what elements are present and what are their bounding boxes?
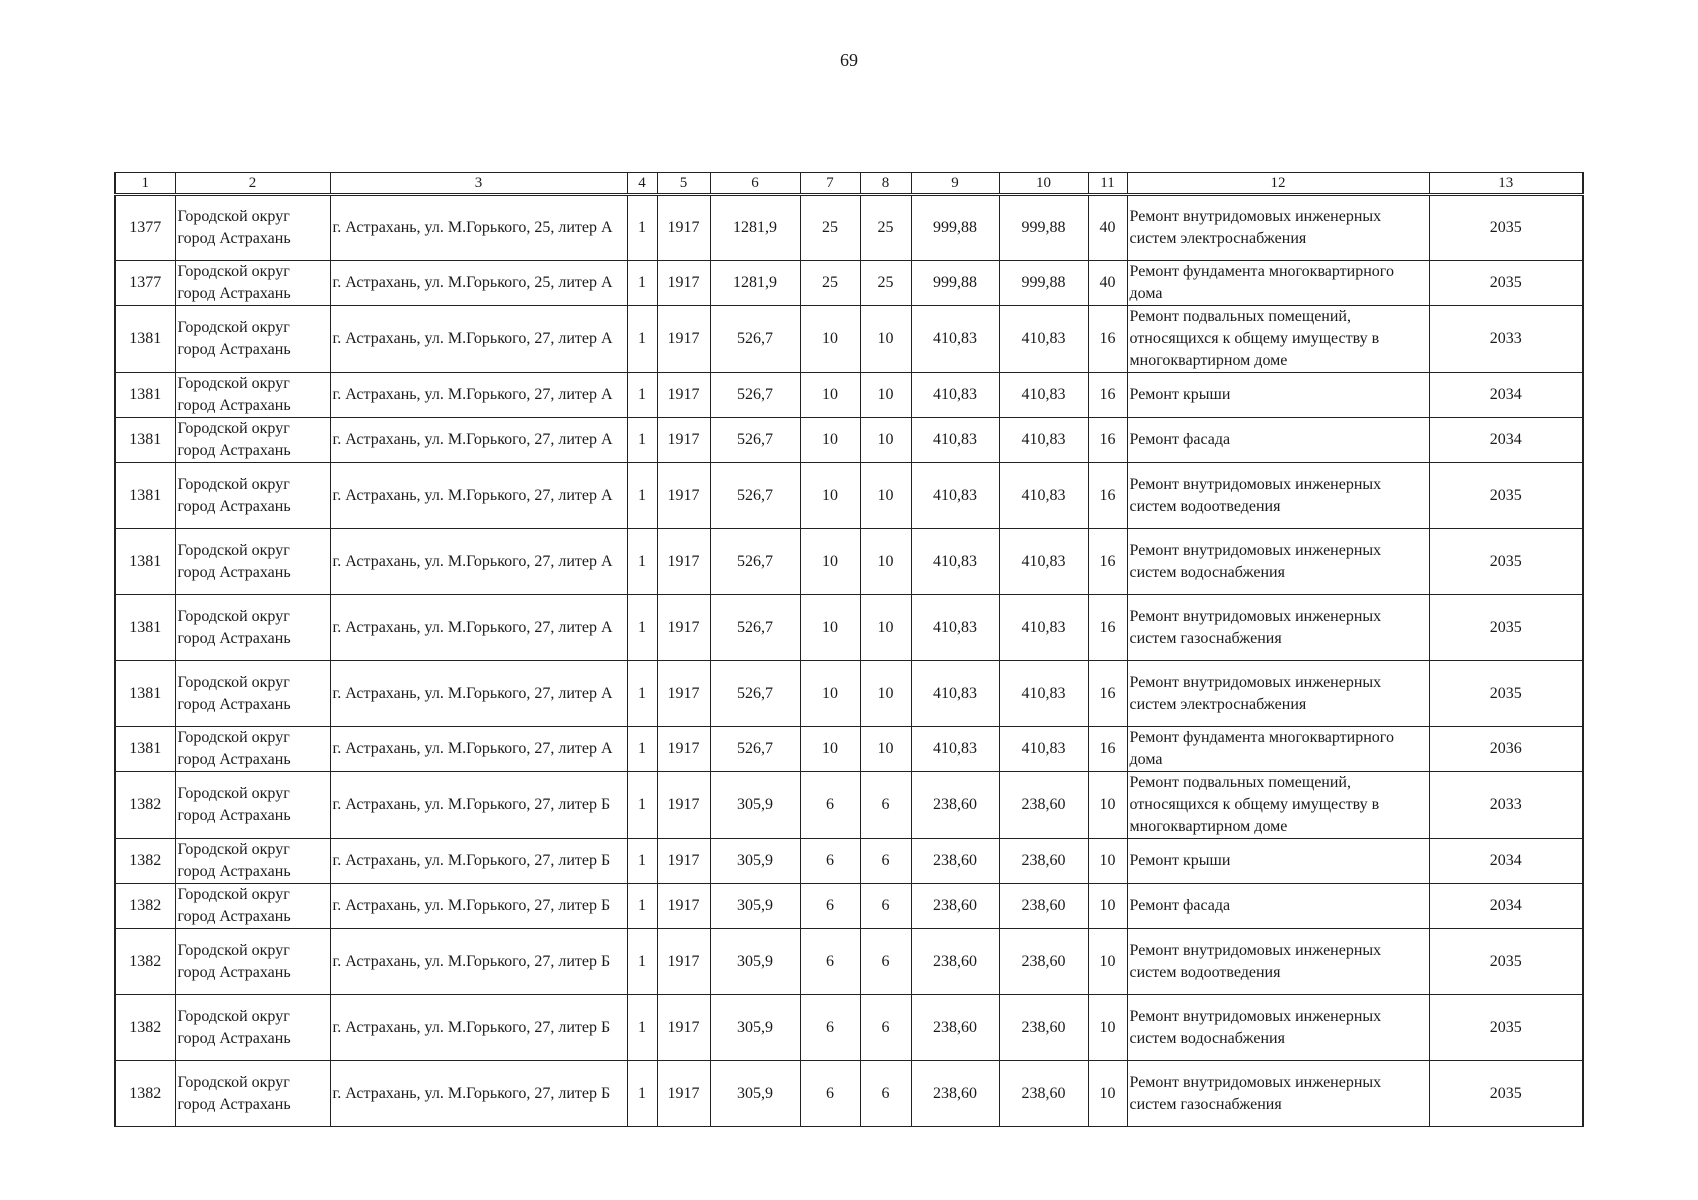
cell-col-8: 6 (860, 772, 911, 839)
cell-col-4: 1 (627, 373, 657, 418)
cell-col-4: 1 (627, 884, 657, 929)
cell-total-area: 526,7 (710, 373, 800, 418)
cell-municipality: Городской округ город Астрахань (175, 839, 330, 884)
cell-construction-year: 1917 (657, 839, 710, 884)
cell-col-7: 10 (800, 727, 860, 772)
cell-total-area: 305,9 (710, 929, 800, 995)
cell-record-number: 1381 (115, 661, 175, 727)
cell-work-type: Ремонт подвальных помещений, относящихся к общему имуществу в многоквартирном доме (1127, 306, 1429, 373)
table-row (115, 306, 1583, 373)
table-row (115, 261, 1583, 306)
cell-planned-year: 2035 (1429, 995, 1583, 1061)
cell-col-9: 238,60 (911, 884, 999, 929)
cell-col-4: 1 (627, 261, 657, 306)
cell-col-10: 410,83 (999, 661, 1088, 727)
cell-work-type: Ремонт внутридомовых инженерных систем водоснабжения (1127, 529, 1429, 595)
header-cell-4: 4 (627, 173, 657, 195)
cell-record-number: 1382 (115, 839, 175, 884)
cell-construction-year: 1917 (657, 727, 710, 772)
cell-construction-year: 1917 (657, 595, 710, 661)
cell-record-number: 1381 (115, 463, 175, 529)
cell-work-type: Ремонт крыши (1127, 839, 1429, 884)
cell-col-11: 16 (1088, 463, 1127, 529)
cell-col-10: 410,83 (999, 306, 1088, 373)
cell-col-8: 10 (860, 418, 911, 463)
cell-col-11: 16 (1088, 595, 1127, 661)
cell-construction-year: 1917 (657, 195, 710, 261)
cell-col-7: 6 (800, 884, 860, 929)
cell-planned-year: 2034 (1429, 839, 1583, 884)
header-cell-5: 5 (657, 173, 710, 195)
cell-col-10: 238,60 (999, 1061, 1088, 1127)
cell-construction-year: 1917 (657, 772, 710, 839)
header-cell-13: 13 (1429, 173, 1583, 195)
cell-address: г. Астрахань, ул. М.Горького, 27, литер Б (330, 839, 627, 884)
table-row (115, 995, 1583, 1061)
cell-total-area: 305,9 (710, 772, 800, 839)
cell-work-type: Ремонт внутридомовых инженерных систем электроснабжения (1127, 195, 1429, 261)
cell-planned-year: 2034 (1429, 373, 1583, 418)
cell-col-11: 10 (1088, 839, 1127, 884)
cell-record-number: 1381 (115, 418, 175, 463)
cell-work-type: Ремонт внутридомовых инженерных систем газоснабжения (1127, 595, 1429, 661)
cell-municipality: Городской округ город Астрахань (175, 772, 330, 839)
cell-col-11: 16 (1088, 727, 1127, 772)
cell-col-7: 25 (800, 195, 860, 261)
cell-col-9: 999,88 (911, 195, 999, 261)
cell-col-8: 10 (860, 727, 911, 772)
cell-col-11: 10 (1088, 995, 1127, 1061)
cell-address: г. Астрахань, ул. М.Горького, 27, литер А (330, 373, 627, 418)
cell-address: г. Астрахань, ул. М.Горького, 25, литер А (330, 195, 627, 261)
cell-planned-year: 2035 (1429, 529, 1583, 595)
cell-col-4: 1 (627, 995, 657, 1061)
cell-work-type: Ремонт внутридомовых инженерных систем газоснабжения (1127, 1061, 1429, 1127)
cell-construction-year: 1917 (657, 661, 710, 727)
cell-municipality: Городской округ город Астрахань (175, 261, 330, 306)
cell-col-8: 25 (860, 261, 911, 306)
cell-col-9: 410,83 (911, 727, 999, 772)
cell-col-11: 10 (1088, 884, 1127, 929)
header-cell-9: 9 (911, 173, 999, 195)
cell-total-area: 526,7 (710, 661, 800, 727)
cell-municipality: Городской округ город Астрахань (175, 884, 330, 929)
cell-col-11: 16 (1088, 306, 1127, 373)
cell-total-area: 526,7 (710, 595, 800, 661)
header-cell-8: 8 (860, 173, 911, 195)
cell-address: г. Астрахань, ул. М.Горького, 27, литер А (330, 727, 627, 772)
cell-col-7: 6 (800, 995, 860, 1061)
cell-total-area: 1281,9 (710, 195, 800, 261)
cell-total-area: 305,9 (710, 995, 800, 1061)
cell-col-4: 1 (627, 772, 657, 839)
cell-work-type: Ремонт внутридомовых инженерных систем водоснабжения (1127, 995, 1429, 1061)
cell-work-type: Ремонт фасада (1127, 418, 1429, 463)
cell-col-10: 410,83 (999, 529, 1088, 595)
cell-address: г. Астрахань, ул. М.Горького, 27, литер А (330, 661, 627, 727)
cell-record-number: 1381 (115, 595, 175, 661)
cell-construction-year: 1917 (657, 261, 710, 306)
cell-col-9: 238,60 (911, 995, 999, 1061)
cell-col-10: 238,60 (999, 839, 1088, 884)
cell-col-11: 10 (1088, 772, 1127, 839)
cell-col-4: 1 (627, 418, 657, 463)
cell-col-8: 6 (860, 884, 911, 929)
cell-col-11: 16 (1088, 418, 1127, 463)
cell-col-10: 238,60 (999, 995, 1088, 1061)
cell-planned-year: 2035 (1429, 595, 1583, 661)
cell-record-number: 1377 (115, 261, 175, 306)
cell-planned-year: 2033 (1429, 772, 1583, 839)
cell-construction-year: 1917 (657, 929, 710, 995)
table-row (115, 661, 1583, 727)
cell-total-area: 526,7 (710, 463, 800, 529)
cell-col-9: 410,83 (911, 463, 999, 529)
cell-col-7: 10 (800, 595, 860, 661)
cell-record-number: 1381 (115, 727, 175, 772)
cell-record-number: 1381 (115, 529, 175, 595)
cell-address: г. Астрахань, ул. М.Горького, 27, литер Б (330, 772, 627, 839)
cell-col-9: 999,88 (911, 261, 999, 306)
header-cell-12: 12 (1127, 173, 1429, 195)
cell-address: г. Астрахань, ул. М.Горького, 27, литер А (330, 463, 627, 529)
cell-col-10: 410,83 (999, 595, 1088, 661)
cell-col-9: 410,83 (911, 373, 999, 418)
header-row (115, 173, 1583, 195)
header-cell-1: 1 (115, 173, 175, 195)
cell-col-7: 10 (800, 529, 860, 595)
cell-work-type: Ремонт фасада (1127, 884, 1429, 929)
cell-col-11: 40 (1088, 195, 1127, 261)
cell-col-7: 10 (800, 418, 860, 463)
cell-total-area: 305,9 (710, 884, 800, 929)
cell-work-type: Ремонт фундамента многоквартирного дома (1127, 261, 1429, 306)
cell-col-7: 6 (800, 772, 860, 839)
cell-col-7: 6 (800, 839, 860, 884)
cell-col-4: 1 (627, 839, 657, 884)
cell-col-7: 10 (800, 306, 860, 373)
cell-col-7: 6 (800, 929, 860, 995)
cell-total-area: 526,7 (710, 529, 800, 595)
cell-col-10: 410,83 (999, 727, 1088, 772)
cell-col-10: 238,60 (999, 929, 1088, 995)
cell-col-11: 10 (1088, 929, 1127, 995)
cell-municipality: Городской округ город Астрахань (175, 929, 330, 995)
table-row (115, 772, 1583, 839)
header-cell-3: 3 (330, 173, 627, 195)
cell-record-number: 1382 (115, 995, 175, 1061)
cell-work-type: Ремонт внутридомовых инженерных систем водоотведения (1127, 929, 1429, 995)
cell-construction-year: 1917 (657, 373, 710, 418)
cell-col-11: 16 (1088, 373, 1127, 418)
cell-construction-year: 1917 (657, 884, 710, 929)
cell-col-9: 238,60 (911, 839, 999, 884)
cell-record-number: 1382 (115, 772, 175, 839)
header-cell-7: 7 (800, 173, 860, 195)
cell-municipality: Городской округ город Астрахань (175, 661, 330, 727)
cell-col-4: 1 (627, 195, 657, 261)
table-row (115, 195, 1583, 261)
cell-col-4: 1 (627, 1061, 657, 1127)
cell-address: г. Астрахань, ул. М.Горького, 27, литер Б (330, 929, 627, 995)
cell-municipality: Городской округ город Астрахань (175, 529, 330, 595)
cell-total-area: 305,9 (710, 1061, 800, 1127)
cell-total-area: 526,7 (710, 727, 800, 772)
table-row (115, 884, 1583, 929)
table-row (115, 373, 1583, 418)
table-row (115, 929, 1583, 995)
table-row (115, 595, 1583, 661)
cell-col-10: 238,60 (999, 884, 1088, 929)
cell-col-4: 1 (627, 529, 657, 595)
cell-col-8: 10 (860, 661, 911, 727)
table-body (115, 195, 1583, 1127)
cell-col-9: 410,83 (911, 418, 999, 463)
cell-record-number: 1381 (115, 306, 175, 373)
cell-planned-year: 2034 (1429, 884, 1583, 929)
cell-col-8: 10 (860, 373, 911, 418)
cell-planned-year: 2035 (1429, 929, 1583, 995)
cell-municipality: Городской округ город Астрахань (175, 1061, 330, 1127)
cell-col-10: 999,88 (999, 261, 1088, 306)
cell-work-type: Ремонт внутридомовых инженерных систем электроснабжения (1127, 661, 1429, 727)
cell-col-4: 1 (627, 727, 657, 772)
cell-work-type: Ремонт крыши (1127, 373, 1429, 418)
cell-work-type: Ремонт подвальных помещений, относящихся к общему имуществу в многоквартирном доме (1127, 772, 1429, 839)
cell-construction-year: 1917 (657, 1061, 710, 1127)
cell-municipality: Городской округ город Астрахань (175, 306, 330, 373)
cell-col-9: 410,83 (911, 595, 999, 661)
cell-col-4: 1 (627, 661, 657, 727)
cell-municipality: Городской округ город Астрахань (175, 463, 330, 529)
cell-total-area: 305,9 (710, 839, 800, 884)
table-row (115, 727, 1583, 772)
cell-total-area: 526,7 (710, 418, 800, 463)
cell-col-8: 25 (860, 195, 911, 261)
cell-col-8: 10 (860, 306, 911, 373)
cell-municipality: Городской округ город Астрахань (175, 195, 330, 261)
repair-schedule-table (114, 172, 1584, 1127)
cell-address: г. Астрахань, ул. М.Горького, 27, литер А (330, 306, 627, 373)
cell-construction-year: 1917 (657, 529, 710, 595)
cell-col-7: 6 (800, 1061, 860, 1127)
cell-col-7: 10 (800, 463, 860, 529)
cell-address: г. Астрахань, ул. М.Горького, 25, литер А (330, 261, 627, 306)
cell-col-8: 6 (860, 1061, 911, 1127)
cell-col-8: 10 (860, 463, 911, 529)
cell-municipality: Городской округ город Астрахань (175, 595, 330, 661)
cell-col-8: 10 (860, 595, 911, 661)
cell-col-8: 6 (860, 839, 911, 884)
cell-total-area: 526,7 (710, 306, 800, 373)
cell-col-7: 10 (800, 661, 860, 727)
cell-col-11: 40 (1088, 261, 1127, 306)
cell-col-9: 410,83 (911, 661, 999, 727)
cell-col-9: 410,83 (911, 529, 999, 595)
header-cell-6: 6 (710, 173, 800, 195)
cell-construction-year: 1917 (657, 463, 710, 529)
cell-col-7: 10 (800, 373, 860, 418)
cell-municipality: Городской округ город Астрахань (175, 418, 330, 463)
cell-planned-year: 2033 (1429, 306, 1583, 373)
cell-municipality: Городской округ город Астрахань (175, 373, 330, 418)
cell-col-8: 6 (860, 995, 911, 1061)
cell-col-10: 238,60 (999, 772, 1088, 839)
header-cell-11: 11 (1088, 173, 1127, 195)
cell-work-type: Ремонт внутридомовых инженерных систем водоотведения (1127, 463, 1429, 529)
page-number: 69 (840, 50, 858, 70)
cell-work-type: Ремонт фундамента многоквартирного дома (1127, 727, 1429, 772)
cell-record-number: 1377 (115, 195, 175, 261)
cell-col-11: 16 (1088, 661, 1127, 727)
cell-address: г. Астрахань, ул. М.Горького, 27, литер А (330, 595, 627, 661)
cell-planned-year: 2034 (1429, 418, 1583, 463)
cell-col-9: 238,60 (911, 929, 999, 995)
cell-col-9: 410,83 (911, 306, 999, 373)
table-row (115, 463, 1583, 529)
cell-col-9: 238,60 (911, 1061, 999, 1127)
header-cell-2: 2 (175, 173, 330, 195)
cell-planned-year: 2035 (1429, 463, 1583, 529)
table-row (115, 529, 1583, 595)
table-row (115, 839, 1583, 884)
cell-col-8: 10 (860, 529, 911, 595)
cell-address: г. Астрахань, ул. М.Горького, 27, литер Б (330, 995, 627, 1061)
cell-planned-year: 2035 (1429, 195, 1583, 261)
cell-municipality: Городской округ город Астрахань (175, 995, 330, 1061)
cell-col-10: 999,88 (999, 195, 1088, 261)
cell-construction-year: 1917 (657, 995, 710, 1061)
cell-planned-year: 2035 (1429, 261, 1583, 306)
cell-construction-year: 1917 (657, 418, 710, 463)
cell-col-7: 25 (800, 261, 860, 306)
cell-col-4: 1 (627, 306, 657, 373)
cell-record-number: 1382 (115, 929, 175, 995)
cell-address: г. Астрахань, ул. М.Горького, 27, литер А (330, 529, 627, 595)
cell-record-number: 1381 (115, 373, 175, 418)
cell-col-10: 410,83 (999, 418, 1088, 463)
cell-address: г. Астрахань, ул. М.Горького, 27, литер Б (330, 884, 627, 929)
header-cell-10: 10 (999, 173, 1088, 195)
cell-address: г. Астрахань, ул. М.Горького, 27, литер А (330, 418, 627, 463)
table-row (115, 418, 1583, 463)
cell-planned-year: 2036 (1429, 727, 1583, 772)
cell-col-10: 410,83 (999, 463, 1088, 529)
cell-municipality: Городской округ город Астрахань (175, 727, 330, 772)
cell-col-10: 410,83 (999, 373, 1088, 418)
cell-col-4: 1 (627, 929, 657, 995)
cell-construction-year: 1917 (657, 306, 710, 373)
cell-planned-year: 2035 (1429, 661, 1583, 727)
cell-record-number: 1382 (115, 1061, 175, 1127)
cell-col-11: 10 (1088, 1061, 1127, 1127)
cell-record-number: 1382 (115, 884, 175, 929)
cell-col-4: 1 (627, 463, 657, 529)
cell-total-area: 1281,9 (710, 261, 800, 306)
cell-col-9: 238,60 (911, 772, 999, 839)
cell-planned-year: 2035 (1429, 1061, 1583, 1127)
table-row (115, 1061, 1583, 1127)
cell-address: г. Астрахань, ул. М.Горького, 27, литер Б (330, 1061, 627, 1127)
cell-col-8: 6 (860, 929, 911, 995)
cell-col-4: 1 (627, 595, 657, 661)
cell-col-11: 16 (1088, 529, 1127, 595)
